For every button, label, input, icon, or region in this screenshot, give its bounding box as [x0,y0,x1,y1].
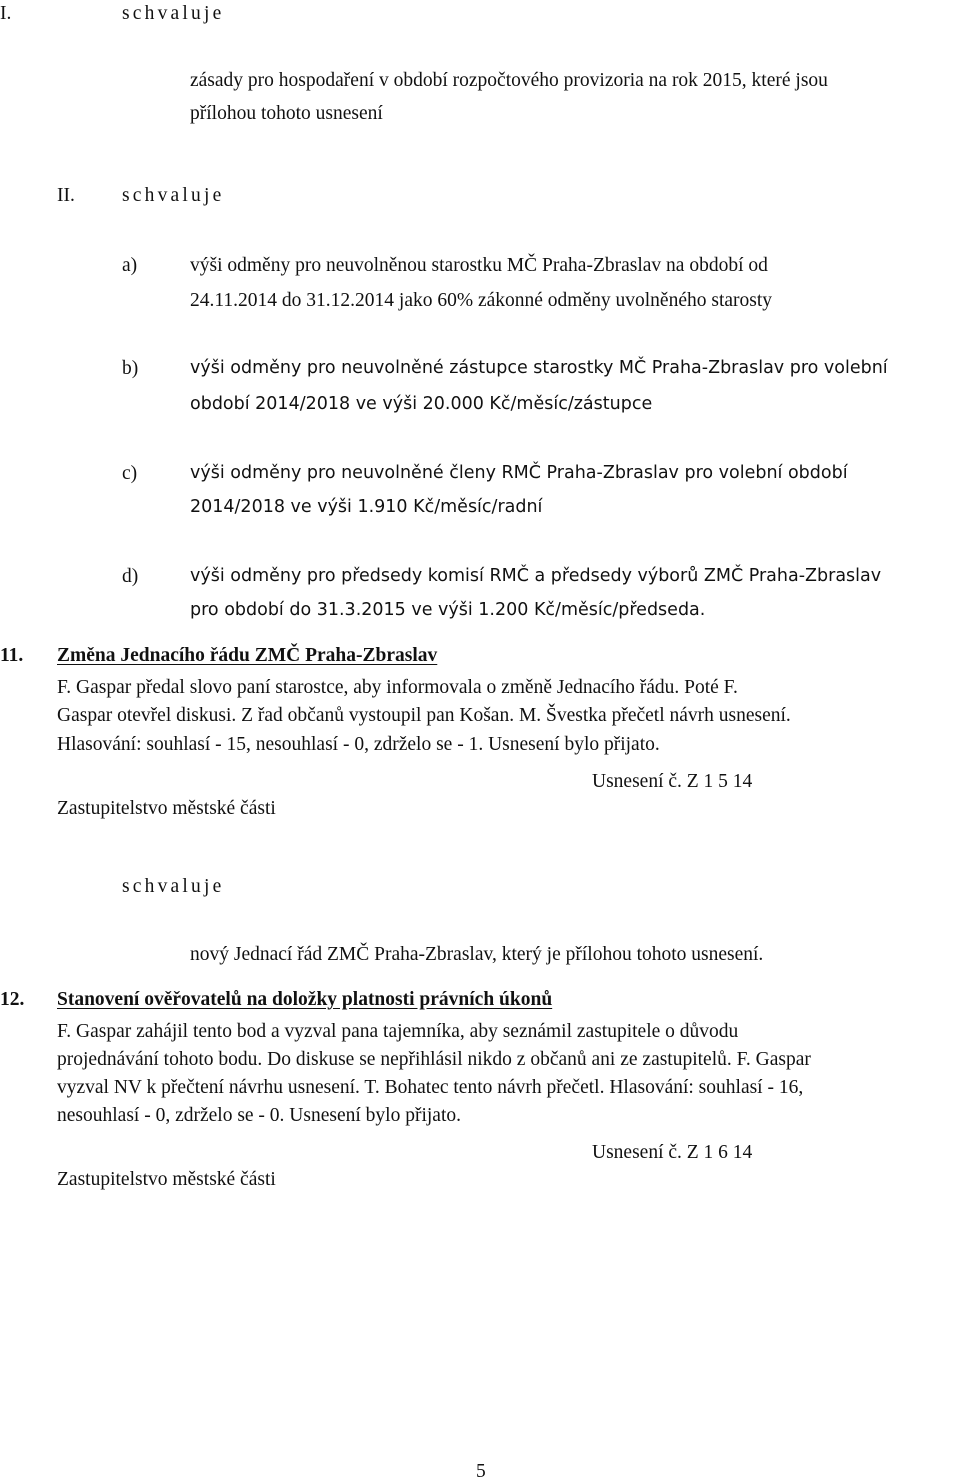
item-12-text-line-1: F. Gaspar zahájil tento bod a vyzval pana tajemníka, aby seznámil zastupitele o důvodu [57,1021,739,1042]
section-ii-number: II. [57,185,75,206]
item-11-text-line-1: F. Gaspar předal slovo paní starostce, aby informovala o změně Jednacího řádu. Poté F. [57,677,738,698]
item-12-number: 12. [0,989,25,1010]
item-a-line-2: 24.11.2014 do 31.12.2014 jako 60% zákonné odměny uvolněného starosty [190,290,773,311]
item-c-letter: c) [122,463,138,484]
section-i-text-line-2: přílohou tohoto usnesení [190,103,383,124]
item-12-text-line-2: projednávání tohoto bodu. Do diskuse se nepřihlásil nikdo z občanů ani ze zastupitelů. F. Gaspar [57,1049,811,1070]
section-ii-verb: schvaluje [122,185,225,206]
section-i-number: I. [0,3,12,24]
item-12-issuing-body: Zastupitelstvo městské části [57,1169,276,1190]
item-d-letter: d) [122,566,139,587]
item-a-letter: a) [122,255,138,276]
page-number: 5 [476,1461,486,1482]
item-d-line-2: pro období do 31.3.2015 ve výši 1.200 Kč/měsíc/předseda. [190,600,706,620]
item-11-text-line-2: Gaspar otevřel diskusi. Z řad občanů vystoupil pan Košan. M. Švestka přečetl návrh usnesení. [57,705,791,726]
item-d-line-1: výši odměny pro předsedy komisí RMČ a předsedy výborů ZMČ Praha-Zbraslav [190,566,882,586]
item-11-issuing-body: Zastupitelstvo městské části [57,798,276,819]
item-12-text-line-4: nesouhlasí - 0, zdrželo se - 0. Usnesení bylo přijato. [57,1105,461,1126]
item-11-resolution-number: Usnesení č. Z 1 5 14 [592,771,753,792]
item-12-title: Stanovení ověřovatelů na doložky platnosti právních úkonů [57,989,553,1010]
item-11-text-line-3: Hlasování: souhlasí - 15, nesouhlasí - 0, zdrželo se - 1. Usnesení bylo přijato. [57,734,660,755]
item-12-resolution-number: Usnesení č. Z 1 6 14 [592,1142,753,1163]
item-c-line-2: 2014/2018 ve výši 1.910 Kč/měsíc/radní [190,497,543,517]
item-b-letter: b) [122,358,139,379]
item-11-title: Změna Jednacího řádu ZMČ Praha-Zbraslav [57,645,438,666]
item-11-number: 11. [0,645,24,666]
item-a-line-1: výši odměny pro neuvolněnou starostku MČ Praha-Zbraslav na období od [190,255,768,276]
section-i-verb: schvaluje [122,3,225,24]
section-i-text-line-1: zásady pro hospodaření v období rozpočtového provizoria na rok 2015, které jsou [190,70,828,91]
item-c-line-1: výši odměny pro neuvolněné členy RMČ Praha-Zbraslav pro volební období [190,463,848,483]
item-11-decision: nový Jednací řád ZMČ Praha-Zbraslav, který je přílohou tohoto usnesení. [190,944,764,965]
item-b-line-1: výši odměny pro neuvolněné zástupce starostky MČ Praha-Zbraslav pro volební [190,358,888,378]
item-b-line-2: období 2014/2018 ve výši 20.000 Kč/měsíc/zástupce [190,394,653,414]
item-11-verb: schvaluje [122,876,225,897]
item-12-text-line-3: vyzval NV k přečtení návrhu usnesení. T. Bohatec tento návrh přečetl. Hlasování: souhlasí - 16, [57,1077,804,1098]
